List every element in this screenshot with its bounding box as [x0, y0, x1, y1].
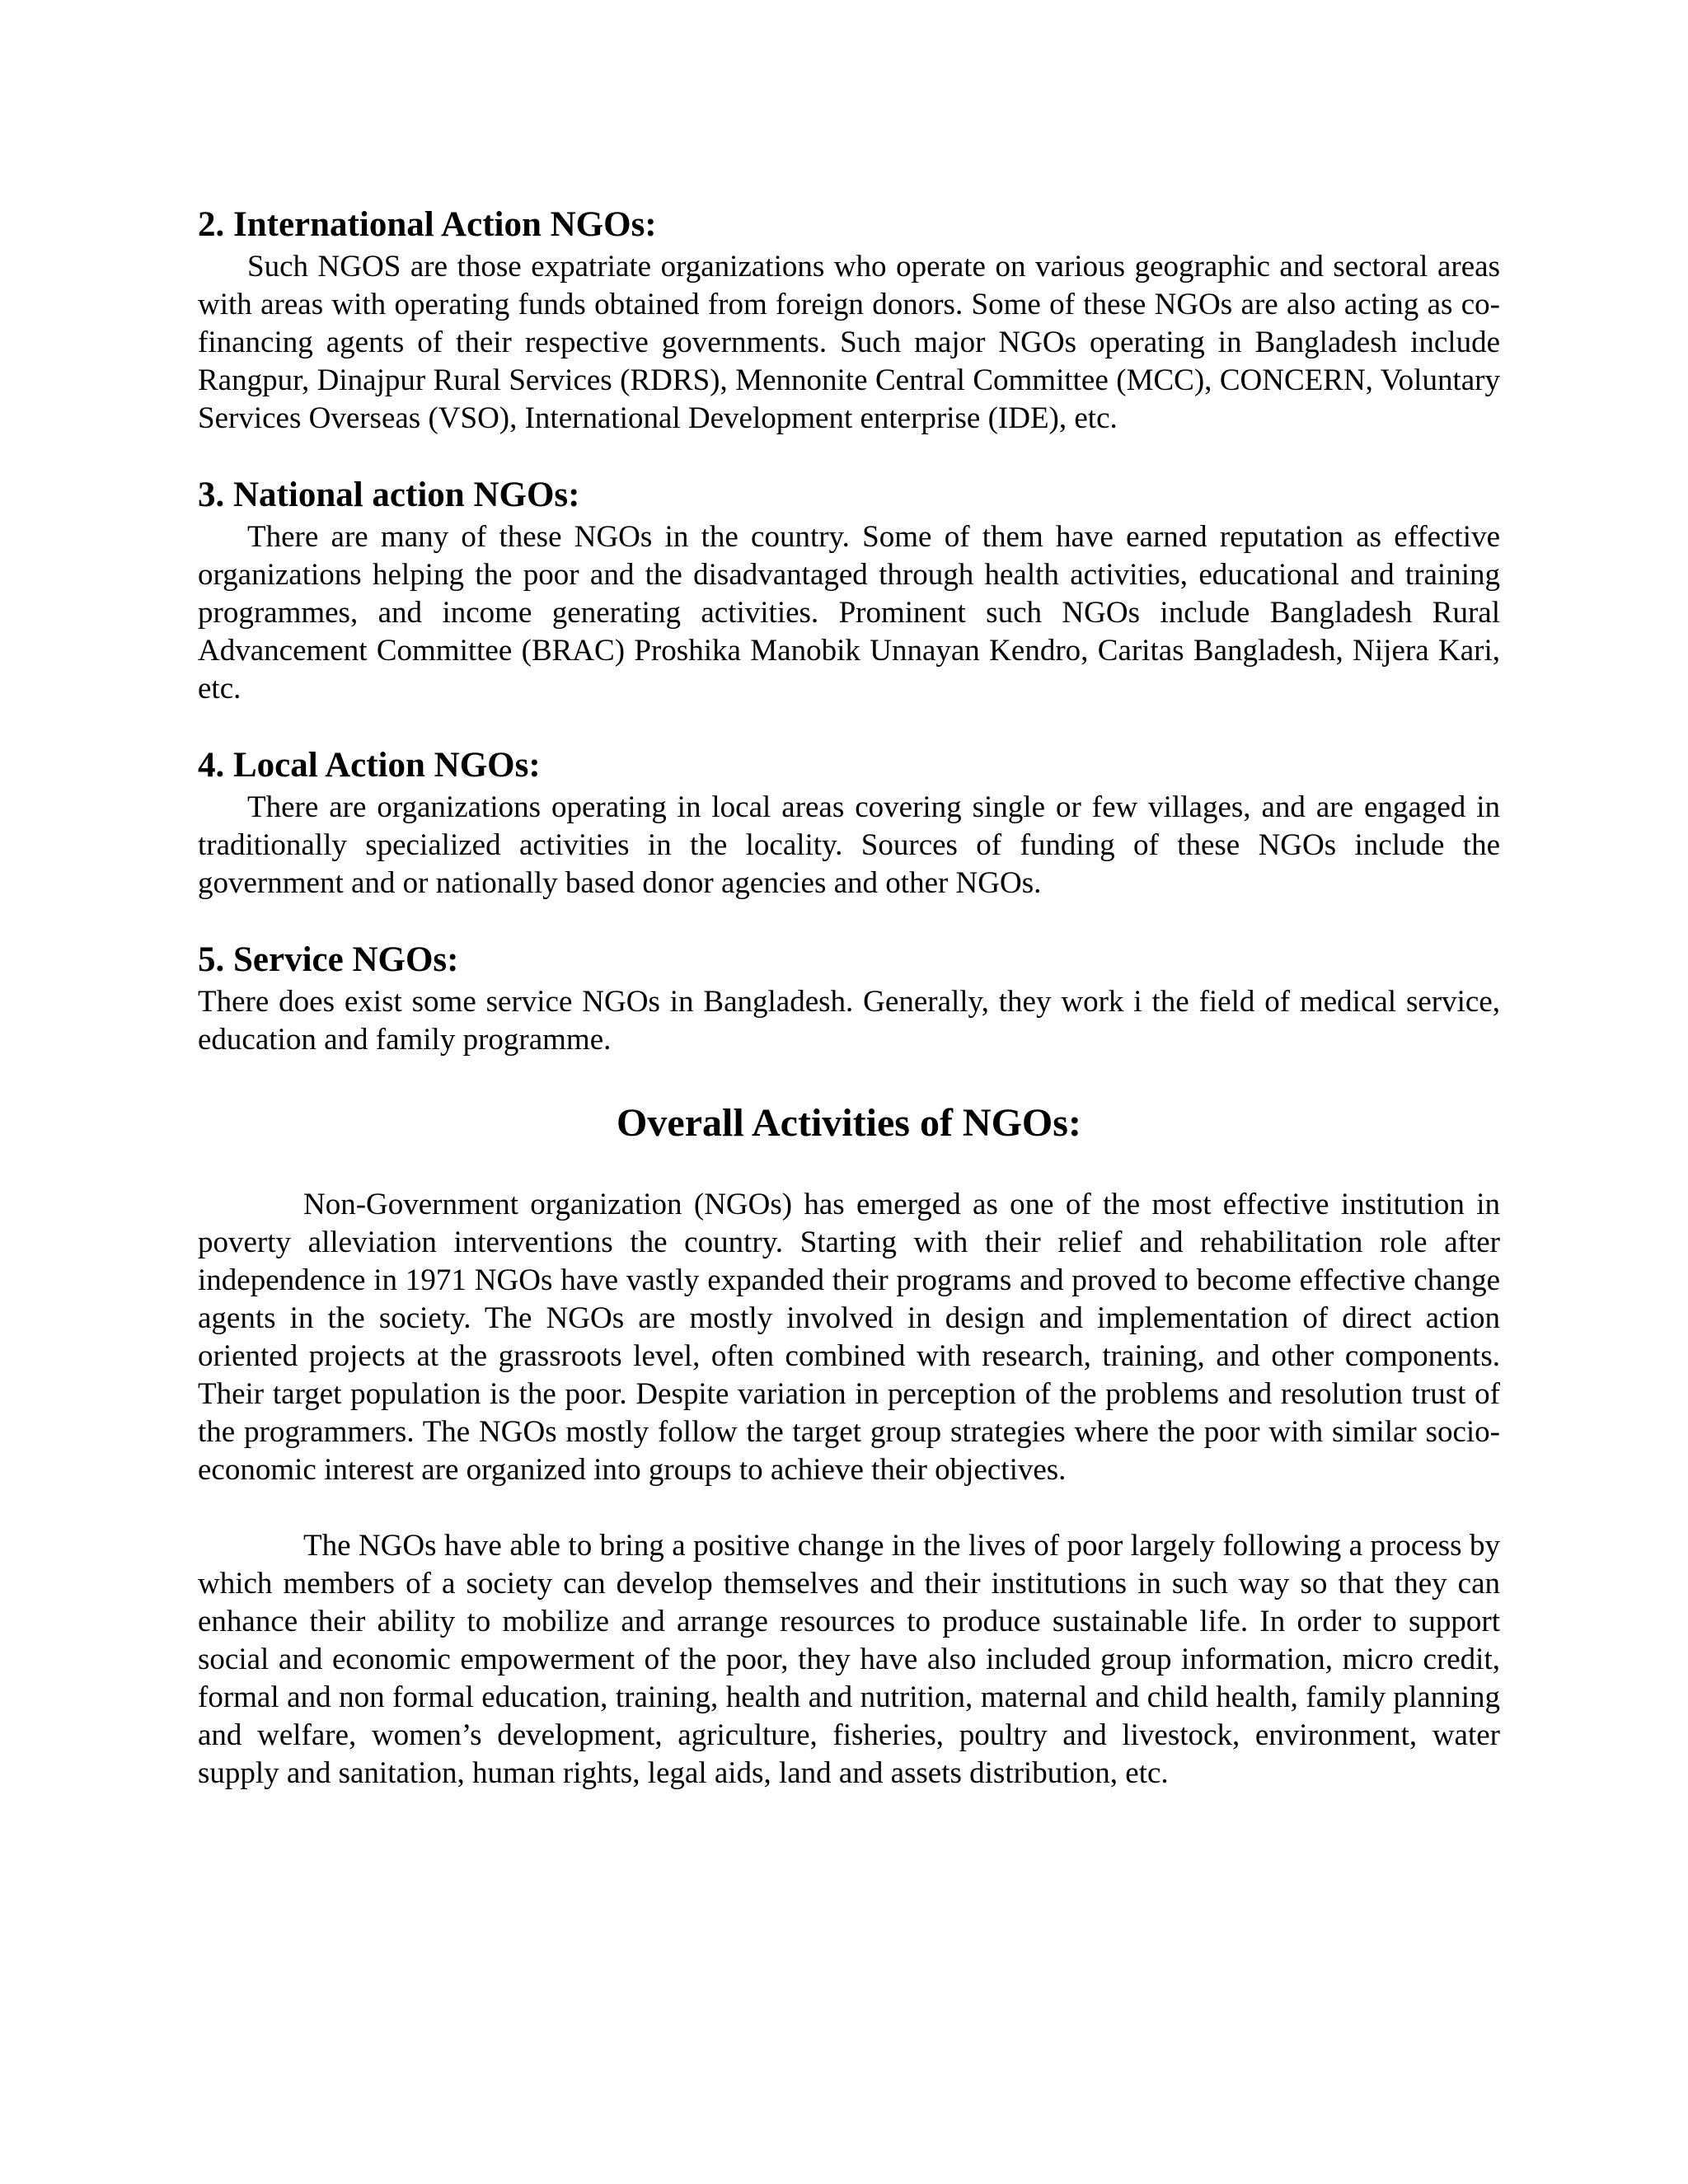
section-international-action-ngos	[198, 202, 1500, 438]
section-heading: 3. National action NGOs:	[198, 476, 580, 514]
section-heading: 2. International Action NGOs:	[198, 205, 657, 244]
overall-paragraph-2: The NGOs have able to bring a positive change in the lives of poor largely following a process by which members of a society can develop themselves and their institutions in such way so that they can enhance their ability to mobilize and arrange resources to produce sustainable life. In order to support social and economic empowerment of the poor, they have also included group information, micro credit, formal and non formal education, training, health and nutrition, maternal and child health, family planning and welfare, women’s development, agriculture, fisheries, poultry and livestock, environment, water supply and sanitation, human rights, legal aids, land and assets distribution, etc.	[198, 1529, 1500, 1790]
main-heading: Overall Activities of NGOs:	[617, 1101, 1081, 1145]
section-body: Such NGOS are those expatriate organizations who operate on various geographic and sectoral areas with areas with operating funds obtained from foreign donors. Some of these NGOs are also acting as co-financing agents of their respective governments. Such major NGOs operating in Bangladesh include Rangpur, Dinajpur Rural Services (RDRS), Mennonite Central Committee (MCC), CONCERN, Voluntary Services Overseas (VSO), International Development enterprise (IDE), etc.	[198, 250, 1500, 435]
section-service-ngos	[198, 937, 1500, 1059]
section-overall-activities	[198, 1099, 1500, 1793]
section-local-action-ngos	[198, 743, 1500, 902]
section-body: There are organizations operating in local areas covering single or few villages, and are engaged in traditionally specialized activities in the locality. Sources of funding of these NGOs include the government and or nationally based donor agencies and other NGOs.	[198, 790, 1500, 900]
overall-paragraph-1: Non-Government organization (NGOs) has emerged as one of the most effective institution in poverty alleviation interventions the country. Starting with their relief and rehabilitation role after independence in 1971 NGOs have vastly expanded their programs and proved to become effective change agents in the society. The NGOs are mostly involved in design and implementation of direct action oriented projects at the grassroots level, often combined with research, training, and other components. Their target population is the poor. Despite variation in perception of the problems and resolution trust of the programmers. The NGOs mostly follow the target group strategies where the poor with similar socio-economic interest are organized into groups to achieve their objectives.	[198, 1188, 1500, 1487]
section-body: There are many of these NGOs in the country. Some of them have earned reputation as effective organizations helping the poor and the disadvantaged through health activities, educational and training programmes, and income generating activities. Prominent such NGOs include Bangladesh Rural Advancement Committee (BRAC) Proshika Manobik Unnayan Kendro, Caritas Bangladesh, Nijera Kari, etc.	[198, 520, 1500, 705]
section-heading: 5. Service NGOs:	[198, 940, 459, 979]
section-national-action-ngos	[198, 472, 1500, 708]
section-heading: 4. Local Action NGOs:	[198, 746, 541, 785]
document-content	[198, 202, 1500, 1793]
section-body: There does exist some service NGOs in Bangladesh. Generally, they work i the field of medical service, education and family programme.	[198, 985, 1500, 1057]
